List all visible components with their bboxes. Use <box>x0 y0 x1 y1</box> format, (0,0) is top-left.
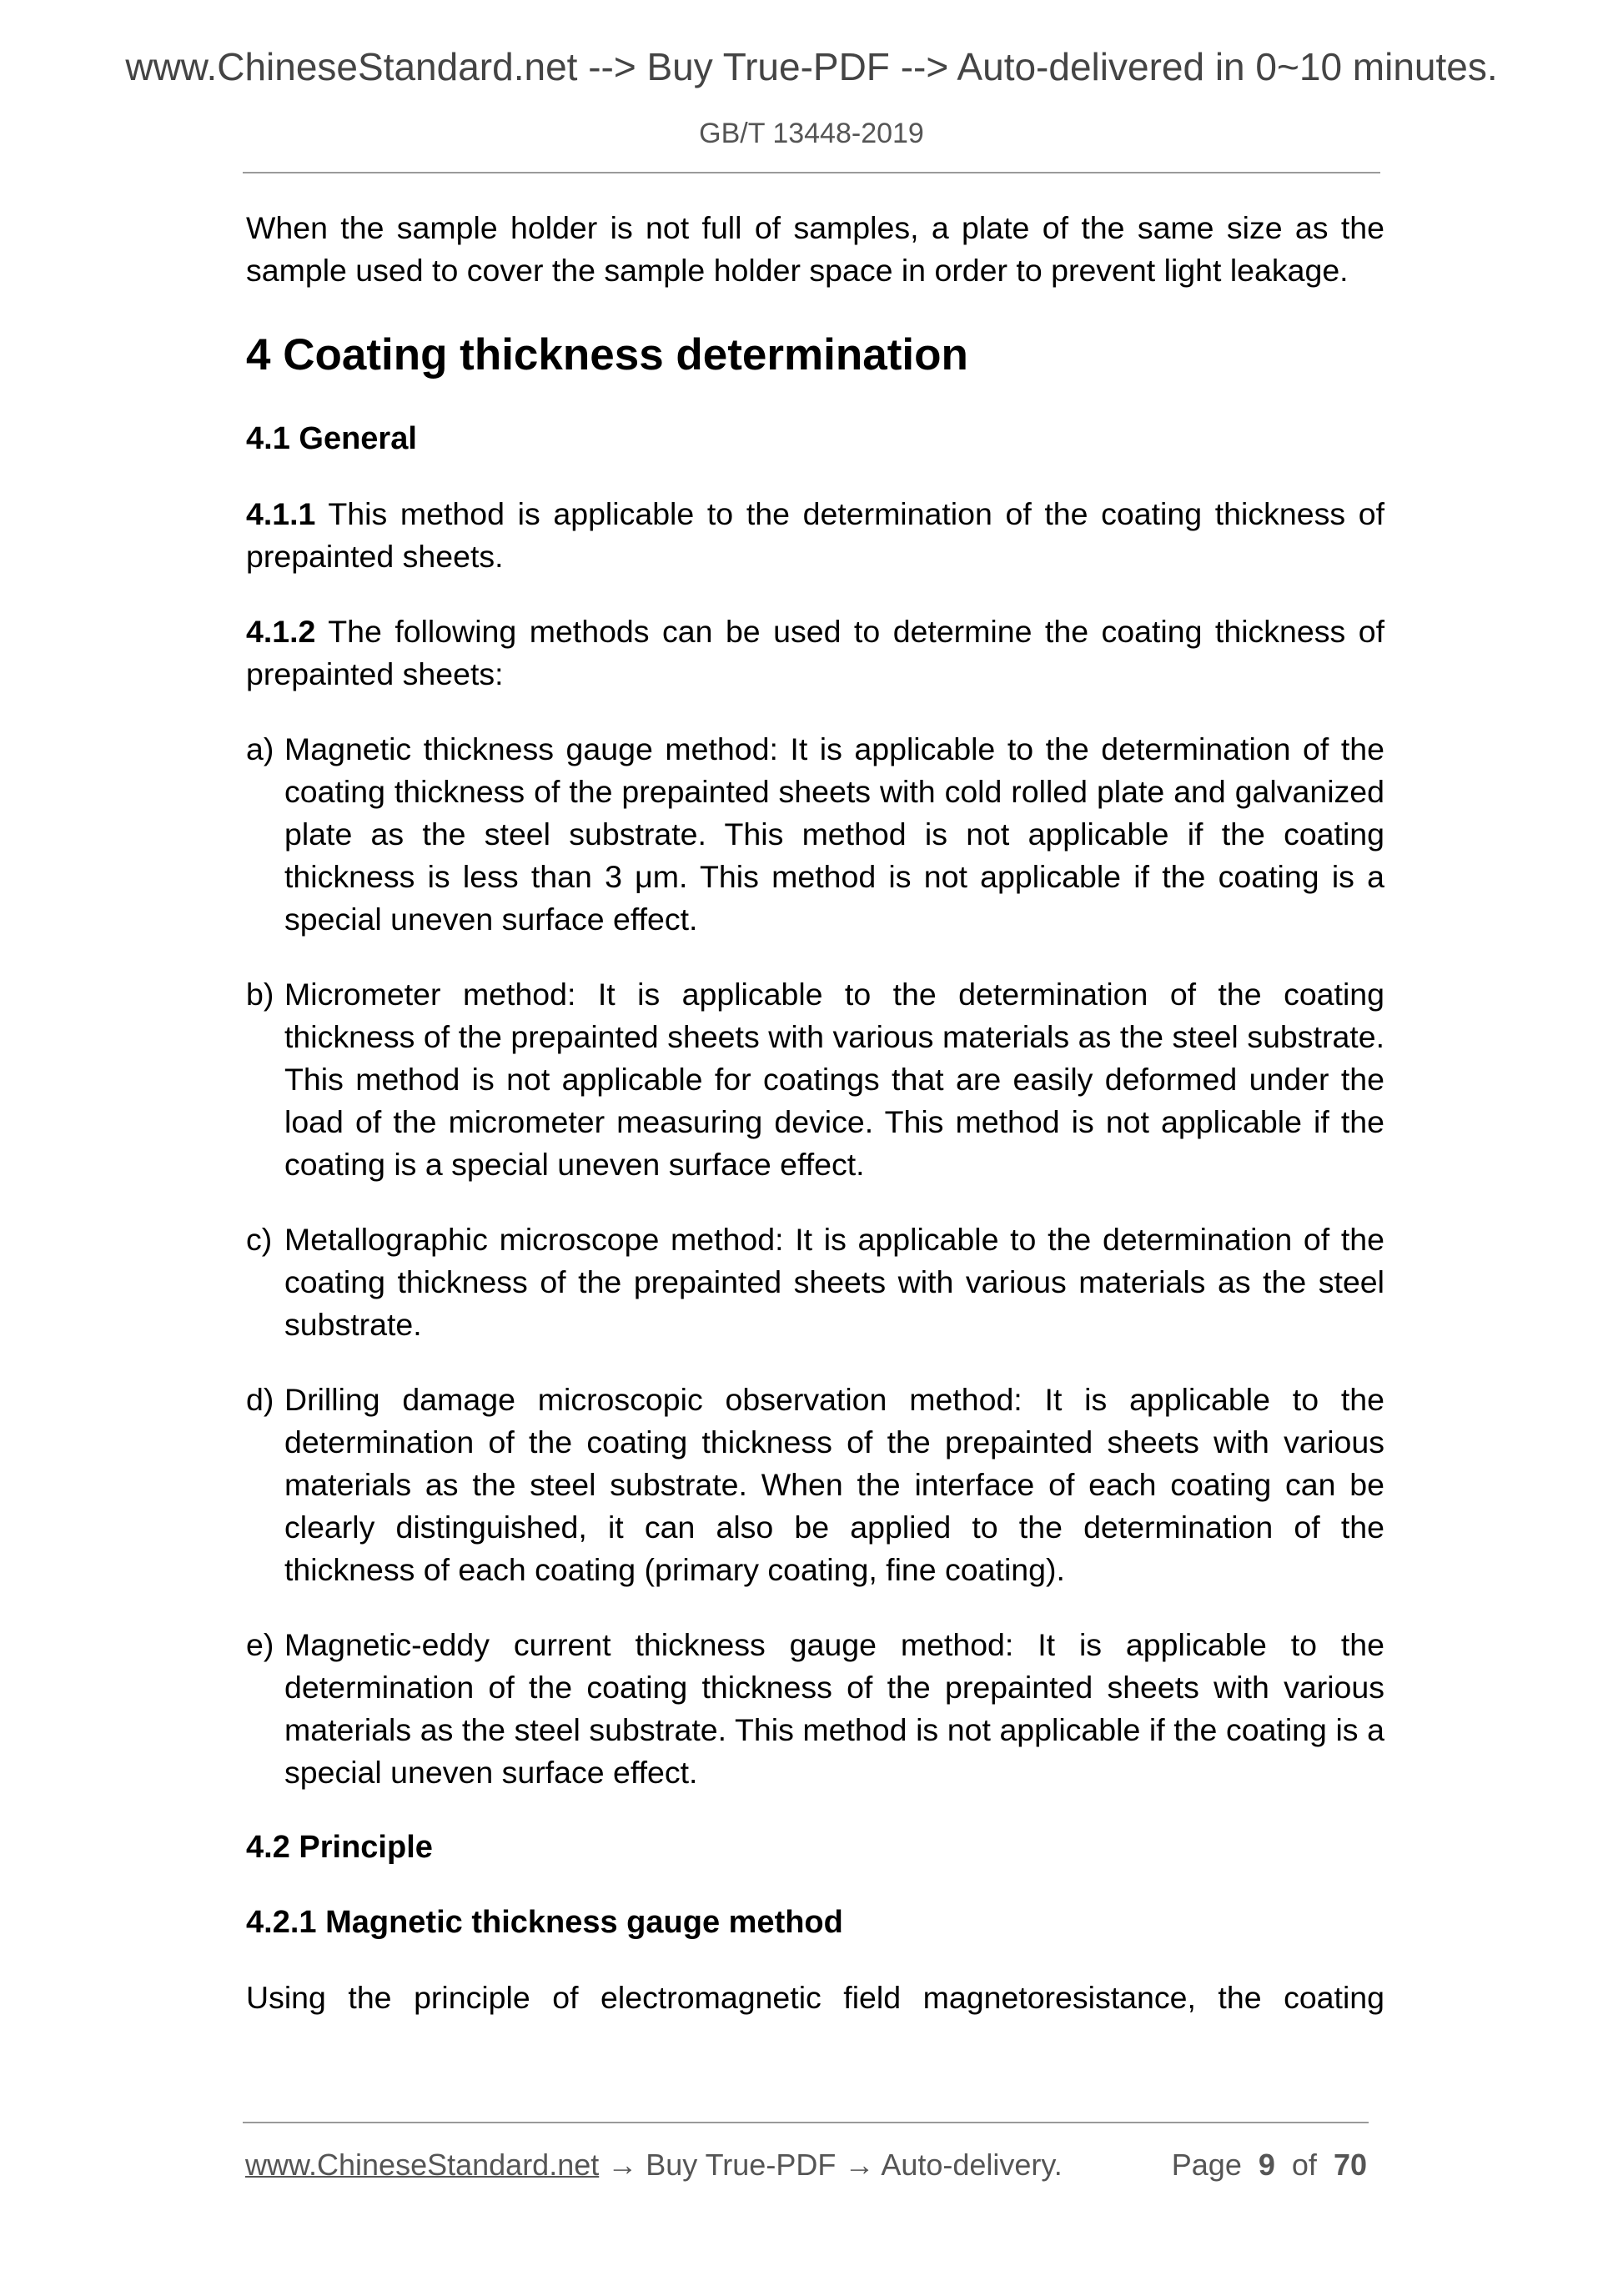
header-divider <box>243 172 1380 173</box>
paragraph-4-1-1 <box>246 493 1384 578</box>
list-item-method-b <box>208 973 1384 1186</box>
standard-code-header: GB/T 13448-2019 <box>699 118 924 149</box>
footer-site-link[interactable]: www.ChineseStandard.net <box>245 2148 600 2182</box>
list-item-text: Magnetic thickness gauge method: It is applicable to the determination of the coating thickness of the prepainted sheets with cold rolled plate and galvanized plate as the steel substrate. This method is not applicable if the coating thickness is less than 3 μm. This method is not applicable if the coating is a special uneven surface effect. <box>284 731 1384 937</box>
list-marker: e) <box>246 1627 274 1662</box>
clause-number: 4.1.1 <box>246 496 316 531</box>
section-4-2-1-heading: 4.2.1 Magnetic thickness gauge method <box>246 1905 843 1940</box>
clause-text: The following methods can be used to determine the coating thickness of prepainted sheets: <box>246 614 1384 691</box>
list-marker: b) <box>246 977 274 1012</box>
list-item-text: Micrometer method: It is applicable to the determination of the coating thickness of the prepainted sheets with various materials as the steel substrate. This method is not applicable for coatings that are easily deformed under the load of the micrometer measuring device. This method is not applicable if the coating is a special uneven surface effect. <box>284 977 1384 1182</box>
intro-paragraph: When the sample holder is not full of samples, a plate of the same size as the sample used to cover the sample holder space in order to prevent light leakage. <box>246 210 1384 288</box>
list-item-method-d <box>208 1379 1384 1591</box>
list-item-method-a <box>208 728 1384 941</box>
paragraph-4-2-1: Using the principle of electromagnetic field magnetoresistance, the coating <box>246 1980 1384 2015</box>
paragraph-4-1-2 <box>246 610 1384 696</box>
footer-tagline-text: → Buy True-PDF → Auto-delivery. <box>599 2148 1063 2182</box>
list-item-text: Drilling damage microscopic observation method: It is applicable to the determination of the coating thickness of the prepainted sheets with various materials as the steel substrate. When the interface of each coating can be clearly distinguished, it can also be applied to the determination of the thickness of each coating (primary coating, fine coating). <box>284 1382 1384 1587</box>
method-list <box>246 728 1384 1794</box>
promo-banner: www.ChineseStandard.net --> Buy True-PDF --> Auto-delivered in 0~10 minutes. <box>125 45 1498 88</box>
section-4-2-heading: 4.2 Principle <box>246 1830 433 1865</box>
page-footer <box>245 2145 1367 2187</box>
page-of-label: of <box>1291 2148 1317 2182</box>
clause-text: This method is applicable to the determination of the coating thickness of prepainted sheets. <box>246 496 1384 574</box>
list-item-text: Magnetic-eddy current thickness gauge method: It is applicable to the determination of the coating thickness of the prepainted sheets with various materials as the steel substrate. This method is not applicable if the coating is a special uneven surface effect. <box>284 1627 1384 1790</box>
footer-tagline <box>245 2145 1063 2185</box>
section-4-1-heading: 4.1 General <box>246 421 417 456</box>
list-item-method-e <box>208 1624 1384 1794</box>
clause-number: 4.1.2 <box>246 614 316 649</box>
total-pages: 70 <box>1333 2148 1367 2182</box>
list-item-method-c <box>208 1218 1384 1346</box>
list-marker: c) <box>246 1222 273 1257</box>
list-marker: d) <box>246 1382 274 1417</box>
list-marker: a) <box>246 731 274 766</box>
current-page: 9 <box>1258 2148 1275 2182</box>
page-indicator <box>1172 2145 1367 2185</box>
page-label: Page <box>1171 2148 1242 2182</box>
page-content <box>246 207 1384 2019</box>
footer-divider <box>243 2122 1369 2123</box>
section-4-heading: 4 Coating thickness determination <box>246 330 968 379</box>
list-item-text: Metallographic microscope method: It is applicable to the determination of the coating thickness of the prepainted sheets with various materials as the steel substrate. <box>284 1222 1384 1342</box>
